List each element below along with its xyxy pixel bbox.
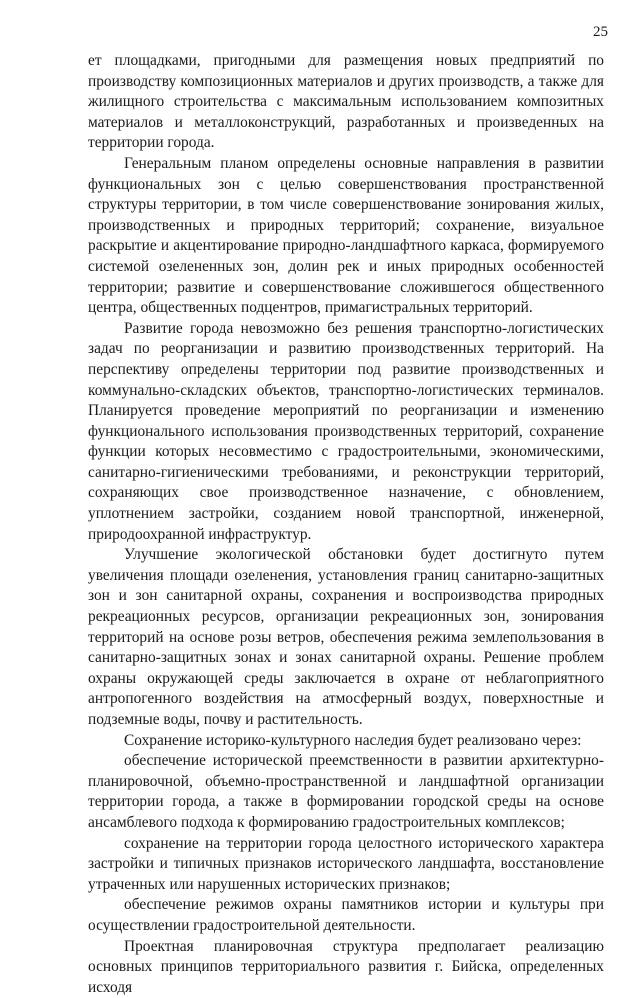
paragraph: ет площадками, пригодными для размещения новых предприятий по производству композиционных материалов и других производств, а также для жилищного строительства с максимальным использованием композитных материалов и металлоконструкций, разработанных и произведенных на территории города. <box>88 52 604 152</box>
paragraph: Сохранение историко-культурного наследия будет реализовано через: <box>124 731 582 749</box>
paragraph: Улучшение экологической обстановки будет достигнуто путем увеличения площади озеленения, установления границ санитарно-защитных зон и зон санитарной охраны, сохранения и воспроизводства природных рекреационных ресурсов, организации рекреационных зон, зонирования территорий на основе розы ветров, обеспечения режима землепользования в санитарно-защитных зонах и зонах санитарной охраны. Решение проблем охраны окружающей среды заключается в охране от неблагоприятного антропогенного воздействия на атмосферный воздух, поверхностные и подземные воды, почву и растительность. <box>88 546 604 728</box>
paragraph: Проектная планировочная структура предполагает реализацию основных принципов территориального развития г. Бийска, определенных исходя <box>88 937 604 996</box>
paragraph: Развитие города невозможно без решения транспортно-логистических задач по реорганизации и развитию производственных территорий. На перспективу определены территории под развитие производственных и коммунально-складских объектов, транспортно-логистических терминалов. Планируется проведение мероприятий по реорганизации и изменению функционального использования производственных территорий, сохранение функции которых несовместимо с градостроительными, экономическими, санитарно-гигиеническими требованиями, и реконструкции территорий, сохраняющих свое производственное назначение, с обновлением, уплотнением застройки, созданием новой транспортной, инженерной, природоохранной инфраструктур. <box>88 319 604 543</box>
list-item: сохранение на территории города целостного исторического характера застройки и типичных признаков исторического ландшафта, восстановление утраченных или нарушенных исторических признаков; <box>88 834 604 893</box>
paragraph: Генеральным планом определены основные направления в развитии функциональных зон с целью совершенствования пространственной структуры территории, в том числе совершенствование зонирования жилых, производственных и природных территорий; сохранение, визуальное раскрытие и акцентирование природно-ландшафтного каркаса, формируемого системой озелененных зон, долин рек и иных природных особенностей территории; развитие и совершенствование сложившегося общественного центра, общественных подцентров, примагистральных территорий. <box>88 154 604 317</box>
list-item: обеспечение исторической преемственности в развитии архитектурно-планировочной, объемно-пространственной и ландшафтной организации территории города, а также в формировании городской среды на основе ансамблевого подхода к формированию градостроительных комплексов; <box>88 752 604 831</box>
body-text <box>88 51 604 998</box>
page-number: 25 <box>593 24 608 40</box>
list-item: обеспечение режимов охраны памятников истории и культуры при осуществлении градостроительной деятельности. <box>88 896 604 934</box>
